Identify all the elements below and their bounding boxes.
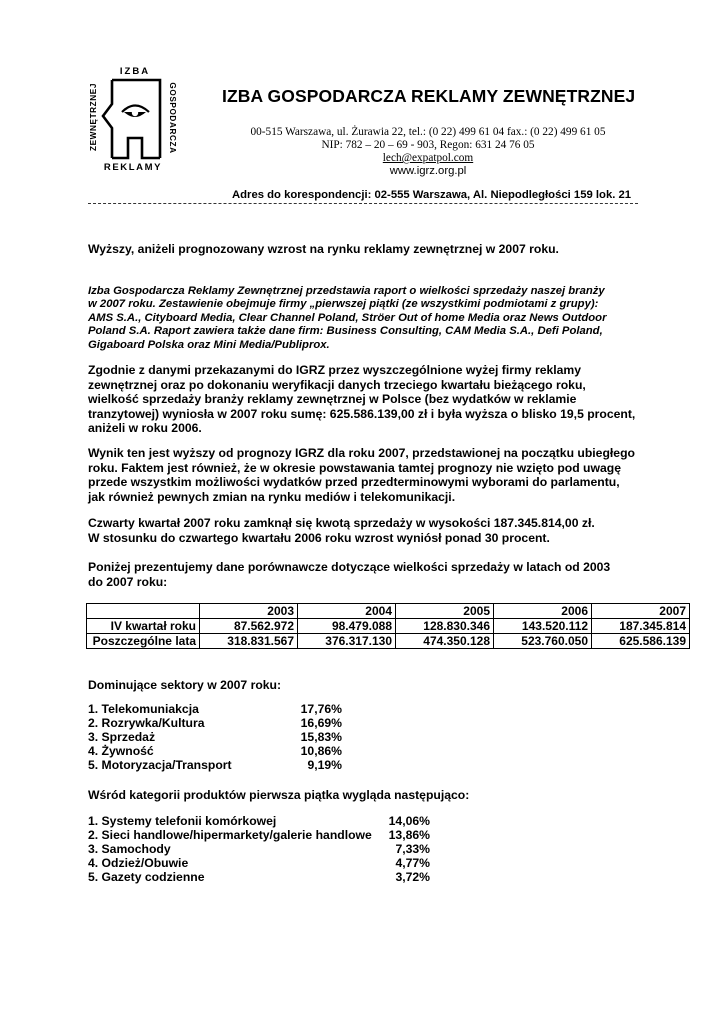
table-cell: 143.520.112 — [494, 619, 592, 634]
text-line: Czwarty kwartał 2007 roku zamknął się kwotą sprzedaży w wysokości 187.345.814,00 zł. — [88, 516, 595, 530]
logo-text-left: ZEWNĘTRZNEJ — [89, 82, 98, 152]
text-line: tranzytowej) wyniosła w 2007 roku sumę: 625.586.139,00 zł i była wyższa o blisko 19,5 procent, — [88, 406, 636, 421]
list-item-value: 14,06% — [388, 814, 430, 828]
text-line: aniżeli w roku 2006. — [88, 421, 202, 436]
list-item-label: 5. Motoryzacja/Transport — [88, 757, 232, 772]
igrz-logo — [84, 66, 184, 178]
text-line: wielkość sprzedaży branży reklamy zewnętrznej w Polsce (bez wydatków w reklamie — [88, 392, 577, 407]
intro-paragraph — [88, 285, 606, 352]
q4-paragraph — [88, 516, 595, 545]
header-divider — [88, 203, 638, 204]
list-item — [88, 759, 348, 773]
table-cell: 98.479.088 — [298, 619, 396, 634]
email-link[interactable]: lech@expatpol.com — [382, 152, 474, 164]
sales-comparison-table — [86, 603, 690, 649]
correspondence-address: Adres do korespondencji: 02-555 Warszawa, Al. Niepodległości 159 lok. 21 — [232, 189, 632, 201]
logo-text-bottom: REKLAMY — [103, 162, 163, 173]
text-line: zewnętrznej oraz po dokonaniu weryfikacji danych trzeciego kwartału bieżącego roku, — [88, 377, 586, 392]
table-row — [87, 619, 690, 634]
sectors-list — [88, 703, 348, 772]
text-line: Wynik ten jest wyższy od prognozy IGRZ dla roku 2007, przedstawionej na początku ubiegłego — [88, 446, 635, 460]
logo-text-top: IZBA — [119, 66, 151, 77]
list-item-label: 3. Sprzedaż — [88, 729, 156, 744]
text-line: Poland S.A. Raport zawiera także dane firm: Business Consulting, CAM Media S.A., Defi Poland, — [88, 325, 603, 338]
list-item-label: 1. Telekomuniakcja — [88, 702, 199, 716]
list-item-value: 3,72% — [395, 869, 430, 884]
table-row — [87, 634, 690, 649]
table-header-year: 2006 — [494, 604, 592, 619]
list-item — [88, 731, 348, 745]
comparison-intro-paragraph — [88, 560, 610, 589]
table-cell: 87.562.972 — [200, 619, 298, 634]
text-line: Zgodnie z danymi przekazanymi do IGRZ przez wyszczególnione wyżej firmy reklamy — [88, 363, 582, 377]
table-header-row — [87, 604, 690, 619]
organization-title: IZBA GOSPODARCZA REKLAMY ZEWNĘTRZNEJ — [222, 86, 636, 106]
list-item-value: 7,33% — [395, 841, 430, 856]
table-header-year: 2003 — [200, 604, 298, 619]
list-item — [88, 843, 433, 857]
list-item-value: 9,19% — [307, 757, 342, 772]
list-item-label: 1. Systemy telefonii komórkowej — [88, 814, 277, 828]
text-line: AMS S.A., Cityboard Media, Clear Channel Poland, Ströer Out of home Media oraz News Outdoor — [88, 311, 607, 324]
list-item-value: 4,77% — [395, 855, 430, 870]
list-item — [88, 857, 433, 871]
table-row-label: IV kwartał roku — [87, 619, 200, 634]
table-cell: 318.831.567 — [200, 634, 298, 649]
list-item-label: 2. Sieci handlowe/hipermarkety/galerie handlowe — [88, 827, 372, 842]
text-line: przede wszystkim możliwości wydatków przed przedterminowymi wyborami do parlamentu, — [88, 475, 620, 490]
logo-frame — [103, 80, 160, 158]
table-cell: 474.350.128 — [396, 634, 494, 649]
text-line: W stosunku do czwartego kwartału 2006 roku wzrost wyniósł ponad 30 procent. — [88, 530, 550, 545]
text-line: do 2007 roku: — [88, 574, 168, 589]
eye-icon — [122, 106, 149, 118]
table-header-empty — [87, 604, 200, 619]
list-item-label: 5. Gazety codzienne — [88, 869, 205, 884]
table-cell: 625.586.139 — [592, 634, 690, 649]
list-item-label: 4. Żywność — [88, 743, 154, 758]
table-row-label: Poszczególne lata — [87, 634, 200, 649]
list-item-value: 10,86% — [300, 743, 342, 758]
table-header-year: 2005 — [396, 604, 494, 619]
logo-text-right: GOSPODARCZA — [168, 82, 177, 154]
list-item — [88, 745, 348, 759]
table-cell: 128.830.346 — [396, 619, 494, 634]
list-item-value: 15,83% — [300, 729, 342, 744]
list-item-label: 3. Samochody — [88, 841, 171, 856]
text-line: roku. Faktem jest również, że w okresie powstawania tamtej prognozy nie wzięto pod uwagę — [88, 460, 621, 475]
list-item — [88, 815, 433, 829]
list-item-value: 16,69% — [300, 715, 342, 730]
table-header-year: 2007 — [592, 604, 690, 619]
list-item — [88, 717, 348, 731]
address-line: 00-515 Warszawa, ul. Żurawia 22, tel.: (0 22) 499 61 04 fax.: (0 22) 499 61 05 — [250, 126, 606, 138]
list-item-label: 2. Rozrywka/Kultura — [88, 715, 205, 730]
sectors-heading: Dominujące sektory w 2007 roku: — [88, 678, 282, 692]
table-cell: 187.345.814 — [592, 619, 690, 634]
list-item — [88, 703, 348, 717]
text-line: Gigaboard Polska oraz Mini Media/Publiprox. — [88, 338, 330, 351]
list-item — [88, 871, 433, 885]
text-line: Poniżej prezentujemy dane porównawcze dotyczące wielkości sprzedaży w latach od 2003 — [88, 560, 611, 574]
tax-ids-line: NIP: 782 – 20 – 69 - 903, Regon: 631 24 76 05 — [321, 139, 535, 151]
list-item-value: 17,76% — [300, 702, 342, 716]
table-cell: 523.760.050 — [494, 634, 592, 649]
text-line: w 2007 roku. Zestawienie obejmuje firmy „pierwszej piątki (ze wszystkimi podmiotami z grupy): — [88, 298, 599, 311]
website-link[interactable]: www.igrz.org.pl — [389, 165, 467, 177]
sales-summary-paragraph — [88, 363, 635, 436]
products-heading: Wśród kategorii produktów pierwsza piątka wygląda następująco: — [88, 788, 470, 802]
products-list — [88, 815, 433, 884]
table-cell: 376.317.130 — [298, 634, 396, 649]
headline: Wyższy, aniżeli prognozowany wzrost na rynku reklamy zewnętrznej w 2007 roku. — [88, 242, 559, 256]
text-line: Izba Gospodarcza Reklamy Zewnętrznej przedstawia raport o wielkości sprzedaży naszej branży — [88, 285, 605, 297]
text-line: jak również pewnych zmian na rynku mediów i telekomunikacji. — [88, 489, 456, 504]
list-item-label: 4. Odzież/Obuwie — [88, 855, 189, 870]
table-header-year: 2004 — [298, 604, 396, 619]
list-item — [88, 829, 433, 843]
list-item-value: 13,86% — [388, 827, 430, 842]
forecast-paragraph — [88, 446, 635, 504]
